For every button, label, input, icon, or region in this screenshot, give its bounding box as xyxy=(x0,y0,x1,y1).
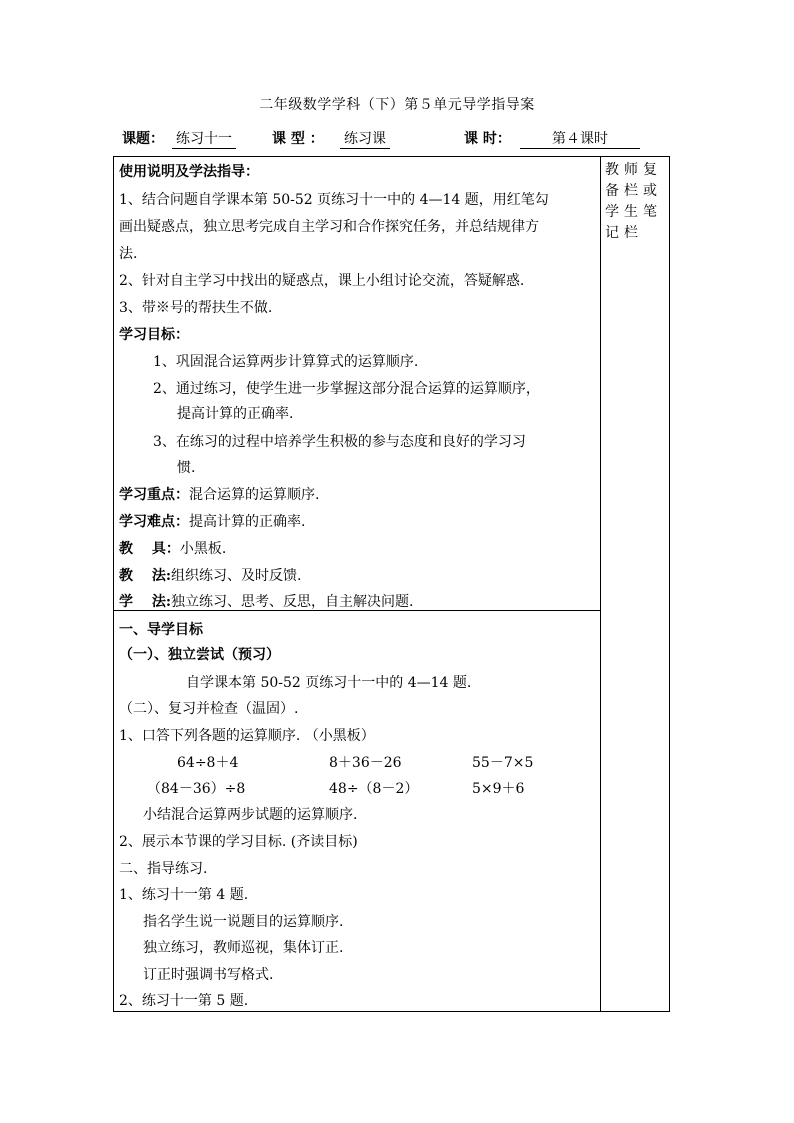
lesson-meta xyxy=(122,128,682,150)
guide-item-1a: 1、结合问题自学课本第 50-52 页练习十一中的 4—14 题，用红笔勾 xyxy=(119,192,549,208)
goal-2b: 提高计算的正确率. xyxy=(177,406,294,422)
topic-label: 课题： xyxy=(122,131,164,147)
key-point-row xyxy=(119,485,319,505)
summary-text: 小结混合运算两步试题的运算顺序. xyxy=(143,807,358,823)
practice-1-step-a: 指名学生说一说题目的运算顺序. xyxy=(143,914,344,930)
expression-2: 8＋36－26 xyxy=(329,755,402,771)
practice-1-step-b: 独立练习，教师巡视，集体订正. xyxy=(143,940,344,956)
learning-method-value: 独立练习、思考、反思，自主解决问题. xyxy=(171,594,414,610)
guide-heading: 使用说明及学法指导： xyxy=(119,164,259,180)
difficulty-value: 提高计算的正确率. xyxy=(189,514,306,530)
section-1-1-heading: （一）、独立尝试（预习） xyxy=(119,647,280,663)
guide-item-1b: 画出疑惑点，独立思考完成自主学习和合作探究任务，并总结规律方 xyxy=(119,219,539,235)
guide-item-2: 2、针对自主学习中找出的疑惑点，课上小组讨论交流，答疑解惑. xyxy=(119,273,525,289)
practice-1: 1、练习十一第 4 题. xyxy=(119,887,249,903)
tools-row xyxy=(119,539,226,559)
type-value: 练习课 xyxy=(340,128,390,149)
tools-label: 教 具： xyxy=(119,541,180,557)
question-2: 2、展示本节课的学习目标. (齐读目标) xyxy=(119,834,358,850)
key-point-label: 学习重点： xyxy=(119,487,189,503)
difficulty-label: 学习难点： xyxy=(119,514,189,530)
learning-method-label: 学 法: xyxy=(119,594,172,610)
document-title: 二年级数学学科（下）第５单元导学指导案 xyxy=(259,97,535,113)
side-note-column: 教师复备栏或学生笔记栏 xyxy=(605,162,662,241)
question-1: 1、口答下列各题的运算顺序. （小黑板） xyxy=(119,728,375,744)
key-point-value: 混合运算的运算顺序. xyxy=(189,487,320,503)
guide-item-3: 3、带※号的帮扶生不做. xyxy=(119,300,273,316)
period-value: 第４课时 xyxy=(520,128,640,149)
teaching-method-row xyxy=(119,566,302,586)
tools-value: 小黑板. xyxy=(179,541,227,557)
teaching-method-value: 组织练习、及时反馈. xyxy=(171,568,302,584)
topic-value: 练习十一 xyxy=(172,128,236,149)
expression-1: 64÷8＋4 xyxy=(177,755,239,771)
goal-2a: 2、通过练习，使学生进一步掌握这部分混合运算的运算顺序， xyxy=(153,381,540,397)
goals-heading: 学习目标： xyxy=(119,327,189,343)
expression-5: 48÷（8－2） xyxy=(329,781,419,797)
section-1-2-heading: （二）、复习并检查（温固）. xyxy=(119,701,299,717)
practice-1-step-c: 订正时强调书写格式. xyxy=(143,967,274,983)
difficulty-row xyxy=(119,512,305,532)
expression-6: 5×9＋6 xyxy=(472,781,525,797)
goal-3b: 惯. xyxy=(177,460,196,476)
teaching-method-label: 教 法: xyxy=(119,568,172,584)
section-1-heading: 一、导学目标 xyxy=(119,622,203,638)
practice-2: 2、练习十一第 5 题. xyxy=(119,993,249,1009)
expression-3: 55－7×5 xyxy=(472,755,534,771)
column-divider xyxy=(600,156,601,1012)
section-1-1-text: 自学课本第 50-52 页练习十一中的 4—14 题. xyxy=(186,675,472,691)
expression-4: （84－36）÷8 xyxy=(147,781,246,797)
period-label: 课 时： xyxy=(464,131,511,147)
guide-item-1c: 法. xyxy=(119,246,138,262)
section-2-heading: 二、指导练习. xyxy=(119,861,208,877)
type-label: 课 型 ： xyxy=(272,131,324,147)
learning-method-row xyxy=(119,592,414,612)
goal-1: 1、巩固混合运算两步计算算式的运算顺序. xyxy=(153,354,419,370)
goal-3a: 3、在练习的过程中培养学生积极的参与态度和良好的学习习 xyxy=(153,434,526,450)
